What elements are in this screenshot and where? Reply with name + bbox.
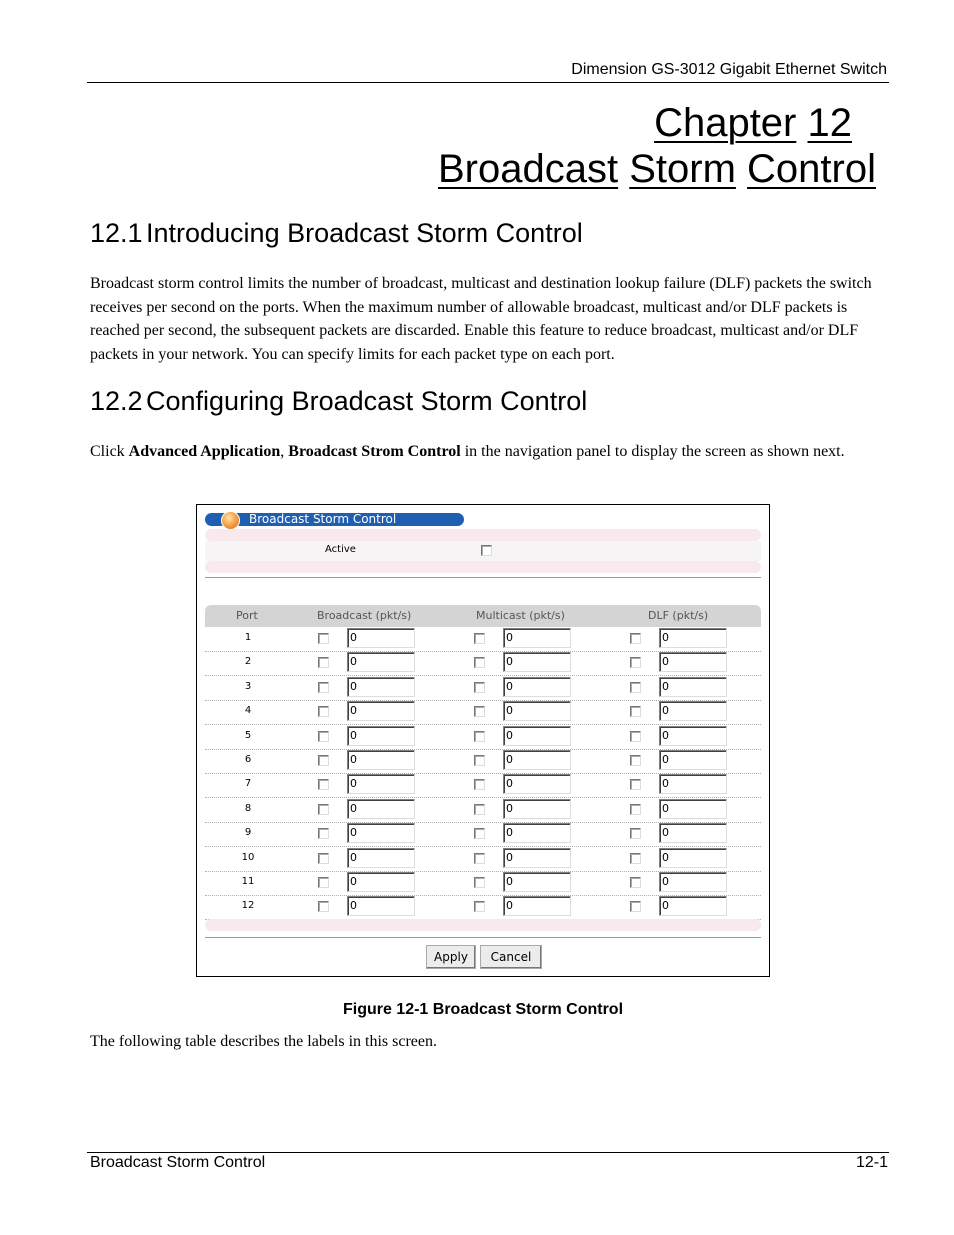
table-row	[205, 749, 761, 774]
table-row	[205, 895, 761, 920]
broadcast-checkbox[interactable]	[318, 901, 329, 912]
body-text: ,	[280, 443, 289, 460]
dlf-input[interactable]: 0	[659, 628, 727, 648]
dlf-checkbox[interactable]	[630, 731, 641, 742]
dlf-checkbox[interactable]	[630, 877, 641, 888]
orb-icon	[221, 511, 240, 530]
chapter-word: Chapter	[654, 101, 797, 145]
table-row	[205, 822, 761, 847]
multicast-input[interactable]: 0	[503, 872, 571, 892]
broadcast-checkbox[interactable]	[318, 877, 329, 888]
dlf-checkbox[interactable]	[630, 901, 641, 912]
chapter-title	[438, 146, 876, 192]
multicast-checkbox[interactable]	[474, 633, 485, 644]
chapter-number: 12	[807, 101, 852, 145]
multicast-checkbox[interactable]	[474, 804, 485, 815]
port-number: 7	[244, 778, 252, 790]
multicast-input[interactable]: 0	[503, 896, 571, 916]
column-header: DLF (pkt/s)	[648, 609, 709, 622]
dlf-input[interactable]: 0	[659, 750, 727, 770]
multicast-input[interactable]: 0	[503, 701, 571, 721]
table-row	[205, 700, 761, 725]
divider	[205, 577, 761, 578]
multicast-input[interactable]: 0	[503, 677, 571, 697]
dlf-checkbox[interactable]	[630, 828, 641, 839]
chapter-title-word: Broadcast	[438, 147, 619, 191]
dlf-input[interactable]: 0	[659, 726, 727, 746]
active-checkbox[interactable]	[481, 545, 492, 556]
dlf-checkbox[interactable]	[630, 682, 641, 693]
broadcast-input[interactable]: 0	[347, 628, 415, 648]
divider	[205, 937, 761, 938]
port-number: 9	[244, 827, 252, 839]
pink-bar	[205, 561, 761, 573]
dlf-checkbox[interactable]	[630, 779, 641, 790]
broadcast-input[interactable]: 0	[347, 774, 415, 794]
broadcast-input[interactable]: 0	[347, 652, 415, 672]
active-label: Active	[325, 544, 356, 555]
broadcast-input[interactable]: 0	[347, 848, 415, 868]
multicast-checkbox[interactable]	[474, 853, 485, 864]
table-header	[205, 605, 761, 627]
column-header: Broadcast (pkt/s)	[317, 609, 412, 622]
table-row	[205, 676, 761, 701]
broadcast-input[interactable]: 0	[347, 896, 415, 916]
table-row	[205, 627, 761, 652]
table-row	[205, 773, 761, 798]
apply-button[interactable]: Apply	[426, 945, 476, 969]
broadcast-checkbox[interactable]	[318, 853, 329, 864]
column-header: Multicast (pkt/s)	[476, 609, 565, 622]
dlf-checkbox[interactable]	[630, 755, 641, 766]
dlf-checkbox[interactable]	[630, 706, 641, 717]
nav-link-ref: Broadcast Strom Control	[288, 443, 461, 460]
section-title: Configuring Broadcast Storm Control	[146, 386, 588, 416]
dlf-input[interactable]: 0	[659, 774, 727, 794]
multicast-checkbox[interactable]	[474, 657, 485, 668]
screenshot-figure	[196, 504, 770, 977]
broadcast-checkbox[interactable]	[318, 633, 329, 644]
multicast-checkbox[interactable]	[474, 731, 485, 742]
port-number: 6	[244, 754, 252, 765]
body-text: The following table describes the labels in this screen.	[90, 1033, 438, 1050]
broadcast-checkbox[interactable]	[318, 828, 329, 839]
broadcast-checkbox[interactable]	[318, 706, 329, 717]
multicast-input[interactable]: 0	[503, 774, 571, 794]
table-row	[205, 651, 761, 676]
cancel-button[interactable]: Cancel	[480, 945, 542, 969]
section-heading	[90, 218, 583, 249]
broadcast-input[interactable]: 0	[347, 872, 415, 892]
dlf-input[interactable]: 0	[659, 872, 727, 892]
port-number: 4	[244, 705, 252, 717]
broadcast-input[interactable]: 0	[347, 701, 415, 721]
broadcast-checkbox[interactable]	[318, 755, 329, 766]
broadcast-checkbox[interactable]	[318, 804, 329, 815]
section-number: 12.2	[90, 386, 143, 416]
column-header: Port	[236, 609, 258, 622]
dlf-input[interactable]: 0	[659, 896, 727, 916]
section-heading	[90, 386, 587, 417]
header-rule	[87, 82, 889, 83]
multicast-input[interactable]: 0	[503, 823, 571, 843]
port-number: 2	[244, 656, 252, 668]
dlf-input[interactable]: 0	[659, 652, 727, 672]
port-number: 10	[241, 851, 255, 863]
broadcast-input[interactable]: 0	[347, 726, 415, 746]
table-row	[205, 725, 761, 750]
table-row	[205, 871, 761, 896]
multicast-checkbox[interactable]	[474, 828, 485, 839]
multicast-input[interactable]: 0	[503, 726, 571, 746]
multicast-input[interactable]: 0	[503, 799, 571, 819]
dlf-input[interactable]: 0	[659, 799, 727, 819]
dlf-input[interactable]: 0	[659, 823, 727, 843]
section-body	[90, 440, 880, 464]
multicast-checkbox[interactable]	[474, 755, 485, 766]
section-body: Broadcast storm control limits the number of broadcast, multicast and destination lookup failure (DLF) packets the switch receives per second on the ports. When the maximum number of allowable broadcast, multicast and/or DLF packets is reached per second, the subsequent packets are discarded. Enable this feature to reduce broadcast, multicast and/or DLF packets in your network. You can specify limits for each packet type on each port.	[90, 275, 872, 363]
port-number: 1	[244, 632, 252, 643]
running-header: Dimension GS-3012 Gigabit Ethernet Switch	[571, 61, 887, 78]
section-title: Introducing Broadcast Storm Control	[146, 218, 583, 248]
broadcast-checkbox[interactable]	[318, 779, 329, 790]
chapter-number-line	[654, 100, 852, 146]
dlf-input[interactable]: 0	[659, 677, 727, 697]
footer-rule	[87, 1152, 889, 1153]
multicast-input[interactable]: 0	[503, 628, 571, 648]
port-number: 11	[241, 876, 255, 887]
multicast-checkbox[interactable]	[474, 779, 485, 790]
dlf-input[interactable]: 0	[659, 701, 727, 721]
table-row	[205, 798, 761, 823]
port-number: 3	[244, 680, 252, 692]
multicast-input[interactable]: 0	[503, 652, 571, 672]
port-number: 12	[241, 900, 255, 912]
multicast-checkbox[interactable]	[474, 901, 485, 912]
dlf-input[interactable]: 0	[659, 848, 727, 868]
multicast-input[interactable]: 0	[503, 848, 571, 868]
pink-bar	[205, 529, 761, 541]
dlf-checkbox[interactable]	[630, 804, 641, 815]
multicast-checkbox[interactable]	[474, 706, 485, 717]
screen-title-bar	[205, 513, 464, 526]
broadcast-checkbox[interactable]	[318, 682, 329, 693]
broadcast-checkbox[interactable]	[318, 657, 329, 668]
chapter-title-word: Storm	[629, 147, 736, 191]
dlf-checkbox[interactable]	[630, 633, 641, 644]
multicast-input[interactable]: 0	[503, 750, 571, 770]
broadcast-input[interactable]: 0	[347, 823, 415, 843]
port-number: 5	[244, 729, 252, 741]
page-number: 12-1	[855, 1154, 888, 1171]
section-number: 12.1	[90, 218, 143, 248]
port-number: 8	[244, 802, 252, 814]
dlf-checkbox[interactable]	[630, 657, 641, 668]
figure-caption: Figure 12-1 Broadcast Storm Control	[342, 1001, 624, 1018]
active-row	[205, 541, 761, 561]
multicast-checkbox[interactable]	[474, 682, 485, 693]
chapter-title-word: Control	[747, 147, 876, 191]
broadcast-checkbox[interactable]	[318, 731, 329, 742]
table-row	[205, 847, 761, 872]
screen-title: Broadcast Storm Control	[249, 512, 397, 526]
nav-link-ref: Advanced Application	[128, 443, 281, 460]
multicast-checkbox[interactable]	[474, 877, 485, 888]
broadcast-input[interactable]: 0	[347, 750, 415, 770]
body-text: Click	[90, 443, 129, 460]
dlf-checkbox[interactable]	[630, 853, 641, 864]
pink-bar	[205, 919, 761, 931]
footer-title: Broadcast Storm Control	[90, 1154, 266, 1171]
body-text: in the navigation panel to display the screen as shown next.	[460, 443, 845, 460]
broadcast-input[interactable]: 0	[347, 799, 415, 819]
broadcast-input[interactable]: 0	[347, 677, 415, 697]
